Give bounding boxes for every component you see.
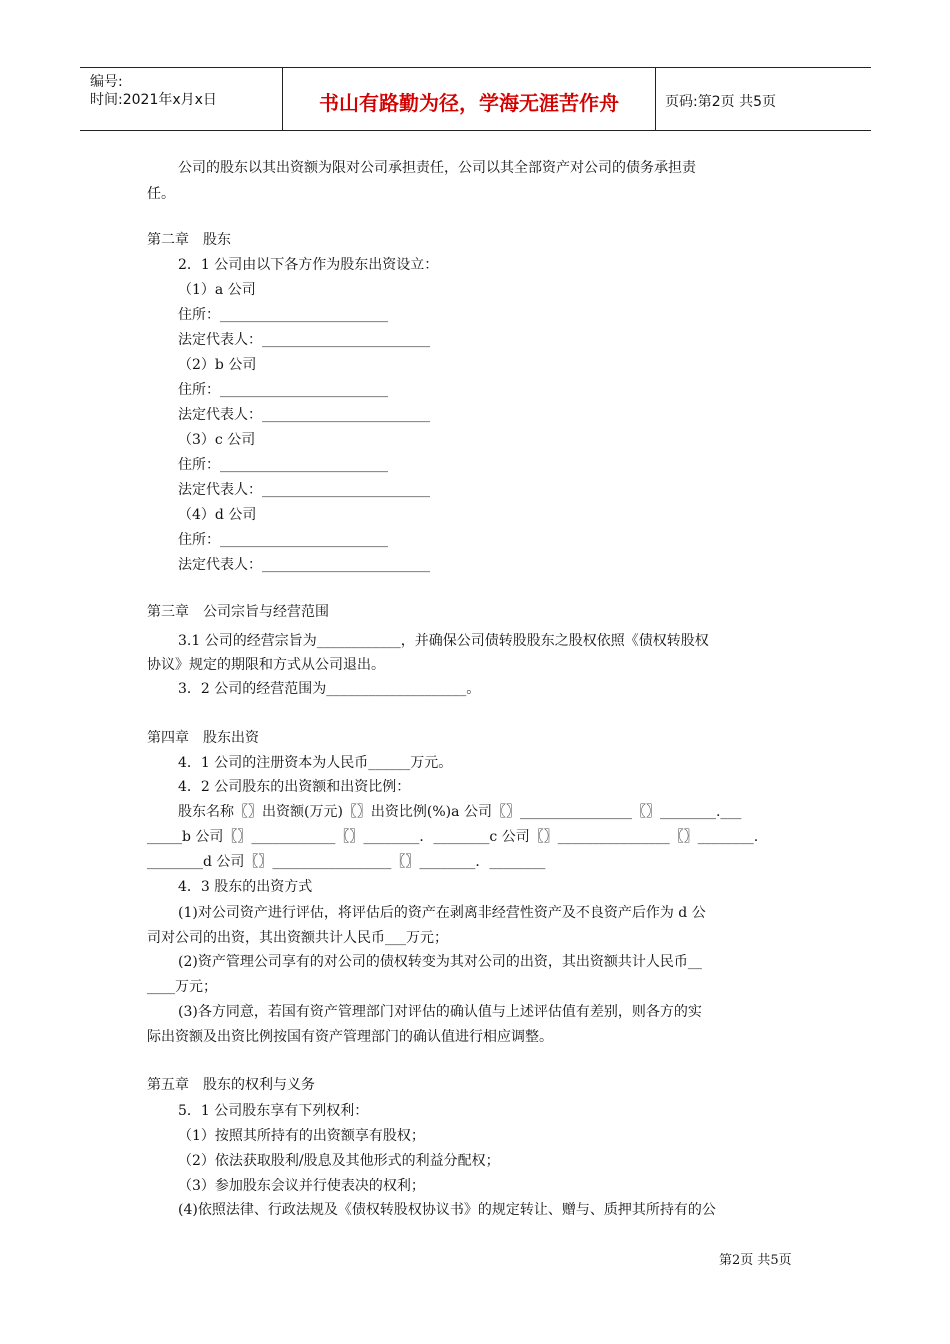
clause: 际出资额及出资比例按国有资产管理部门的确认值进行相应调整。 bbox=[147, 1029, 553, 1045]
body-paragraph: 任。 bbox=[147, 186, 175, 202]
list-item: (4)依照法律、行政法规及《债权转股权协议书》的规定转让、赠与、质押其所持有的公 bbox=[178, 1202, 716, 1218]
address-field: 住所：________________________ bbox=[178, 307, 388, 323]
body-paragraph: 公司的股东以其出资额为限对公司承担责任，公司以其全部资产对公司的债务承担责 bbox=[178, 160, 696, 176]
clause: 4．2 公司股东的出资额和出资比例： bbox=[178, 779, 411, 795]
page-footer: 第2页 共5页 bbox=[719, 1253, 792, 1268]
clause: (2)资产管理公司享有的对公司的债权转变为其对公司的出资，其出资额共计人民币__ bbox=[178, 954, 702, 970]
clause: 4．3 股东的出资方式 bbox=[178, 879, 313, 895]
chapter-heading: 第三章 公司宗旨与经营范围 bbox=[147, 604, 329, 620]
party-item: （3）c 公司 bbox=[178, 432, 256, 448]
clause: 2．1 公司由以下各方作为股东出资设立： bbox=[178, 257, 439, 273]
representative-field: 法定代表人：________________________ bbox=[178, 332, 430, 348]
representative-field: 法定代表人：________________________ bbox=[178, 557, 430, 573]
clause: 司对公司的出资，其出资额共计人民币___万元； bbox=[147, 930, 448, 946]
table-text: ________d 公司〖〗_________________〖〗________．________ bbox=[147, 854, 546, 870]
clause: 5．1 公司股东享有下列权利： bbox=[178, 1103, 369, 1119]
address-field: 住所：________________________ bbox=[178, 457, 388, 473]
chapter-heading: 第四章 股东出资 bbox=[147, 730, 259, 746]
list-item: （1）按照其所持有的出资额享有股权； bbox=[178, 1128, 425, 1144]
chapter-heading: 第二章 股东 bbox=[147, 232, 231, 248]
document-date: 时间:2021年x月x日 bbox=[90, 92, 217, 108]
header-page-number: 页码:第2页 共5页 bbox=[665, 94, 776, 110]
clause: 4．1 公司的注册资本为人民币______万元。 bbox=[178, 755, 453, 771]
clause: 协议》规定的期限和方式从公司退出。 bbox=[147, 657, 385, 673]
list-item: （2）依法获取股利/股息及其他形式的利益分配权； bbox=[178, 1153, 500, 1169]
clause: ____万元； bbox=[147, 979, 217, 995]
table-text: _____b 公司〖〗____________〖〗________．________c 公司〖〗________________〖〗________. bbox=[147, 829, 759, 845]
representative-field: 法定代表人：________________________ bbox=[178, 482, 430, 498]
party-item: （1）a 公司 bbox=[178, 282, 256, 298]
address-field: 住所：________________________ bbox=[178, 532, 388, 548]
chapter-heading: 第五章 股东的权利与义务 bbox=[147, 1077, 315, 1093]
document-number-label: 编号: bbox=[90, 74, 123, 90]
header-motto: 书山有路勤为径，学海无涯苦作舟 bbox=[319, 91, 619, 115]
list-item: （3）参加股东会议并行使表决的权利； bbox=[178, 1178, 425, 1194]
table-text: 股东名称〖〗出资额(万元)〖〗出资比例(%)a 公司〖〗________________〖〗________.___ bbox=[178, 804, 742, 820]
party-item: （4）d 公司 bbox=[178, 507, 257, 523]
clause: 3．2 公司的经营范围为____________________。 bbox=[178, 681, 481, 697]
clause: (3)各方同意，若国有资产管理部门对评估的确认值与上述评估值有差别，则各方的实 bbox=[178, 1004, 702, 1020]
party-item: （2）b 公司 bbox=[178, 357, 257, 373]
clause: (1)对公司资产进行评估，将评估后的资产在剥离非经营性资产及不良资产后作为 d 公 bbox=[178, 905, 706, 921]
clause: 3.1 公司的经营宗旨为____________，并确保公司债转股股东之股权依照《债权转股权 bbox=[178, 633, 709, 649]
representative-field: 法定代表人：________________________ bbox=[178, 407, 430, 423]
address-field: 住所：________________________ bbox=[178, 382, 388, 398]
